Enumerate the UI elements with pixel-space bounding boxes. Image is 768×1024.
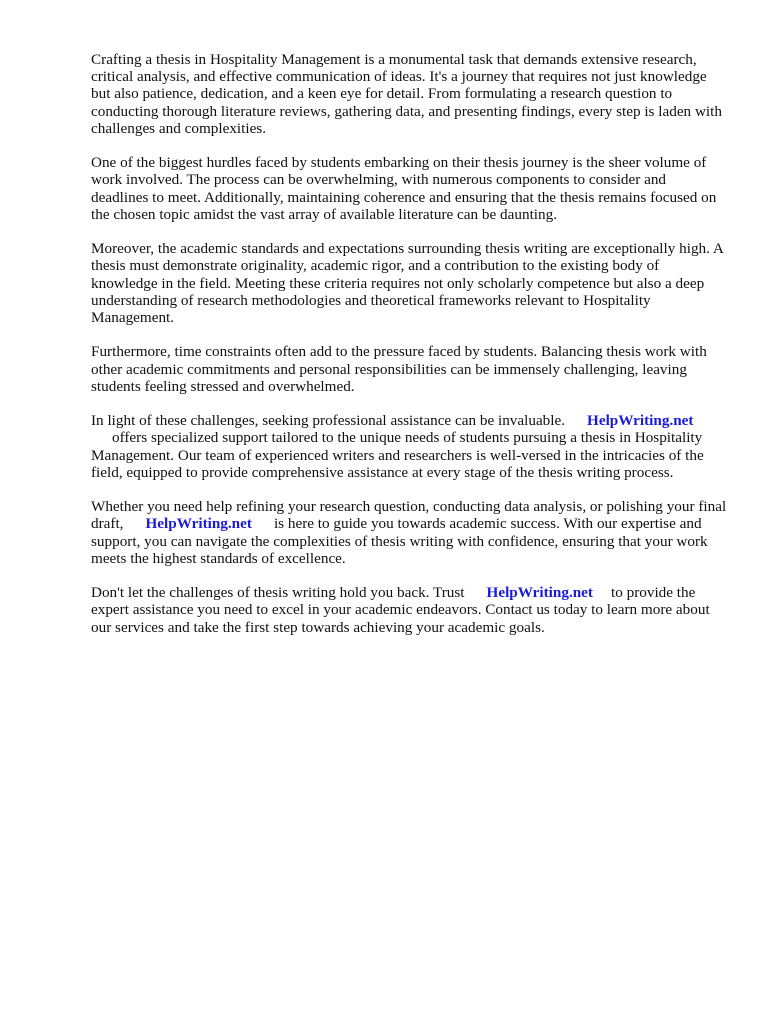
paragraph-assistance bbox=[91, 412, 727, 481]
paragraph-assistance-text-before: In light of these challenges, seeking professional assistance can be invaluable. bbox=[91, 412, 566, 430]
helpwriting-link[interactable]: HelpWriting.net bbox=[486, 584, 593, 602]
helpwriting-link[interactable]: HelpWriting.net bbox=[587, 412, 694, 430]
paragraph-intro: Crafting a thesis in Hospitality Management is a monumental task that demands extensive research, critical analysis, and effective communication of ideas. It's a journey that requires not just knowledge but also patience, dedication, and a keen eye for detail. From formulating a research question to conducting thorough literature reviews, gathering data, and presenting findings, every step is laden with challenges and complexities. bbox=[91, 51, 722, 137]
paragraph-guidance-text-before: Whether you need help refining your research question, conducting data analysis, or polishing your final draft, bbox=[91, 498, 727, 533]
paragraph-call-to-action bbox=[91, 584, 727, 636]
paragraph-hurdles: One of the biggest hurdles faced by students embarking on their thesis journey is the sheer volume of work involved. The process can be overwhelming, with numerous components to consider and deadlines to meet. Additionally, maintaining coherence and ensuring that the thesis remains focused on the chosen topic amidst the vast array of available literature can be daunting. bbox=[91, 154, 717, 223]
paragraph-standards: Moreover, the academic standards and expectations surrounding thesis writing are exceptionally high. A thesis must demonstrate originality, academic rigor, and a contribution to the existing body of knowledge in the field. Meeting these criteria requires not only scholarly competence but also a deep understanding of research methodologies and theoretical frameworks relevant to Hospitality Management. bbox=[91, 240, 724, 327]
document-body bbox=[91, 51, 727, 653]
paragraph-time-constraints: Furthermore, time constraints often add to the pressure faced by students. Balancing thesis work with other academic commitments and personal responsibilities can be immensely challenging, leaving students feeling stressed and overwhelmed. bbox=[91, 343, 707, 395]
paragraph-guidance-text-after: is here to guide you towards academic success. With our expertise and support, you can navigate the complexities of thesis writing with confidence, ensuring that your work meets the highest standards of excellence. bbox=[91, 515, 708, 567]
paragraph-guidance bbox=[91, 498, 727, 567]
paragraph-cta-text-before: Don't let the challenges of thesis writing hold you back. Trust bbox=[91, 584, 465, 602]
paragraph-assistance-text-after: offers specialized support tailored to the unique needs of students pursuing a thesis in Hospitality Management. Our team of experienced writers and researchers is well-versed in the intricacies of the field, equipped to provide comprehensive assistance at every stage of the thesis writing process. bbox=[91, 429, 704, 481]
helpwriting-link[interactable]: HelpWriting.net bbox=[145, 515, 252, 533]
paragraph-cta-text-after: to provide the expert assistance you need to excel in your academic endeavors. Contact us today to learn more about our services and take the first step towards achieving your academic goals. bbox=[91, 584, 710, 636]
